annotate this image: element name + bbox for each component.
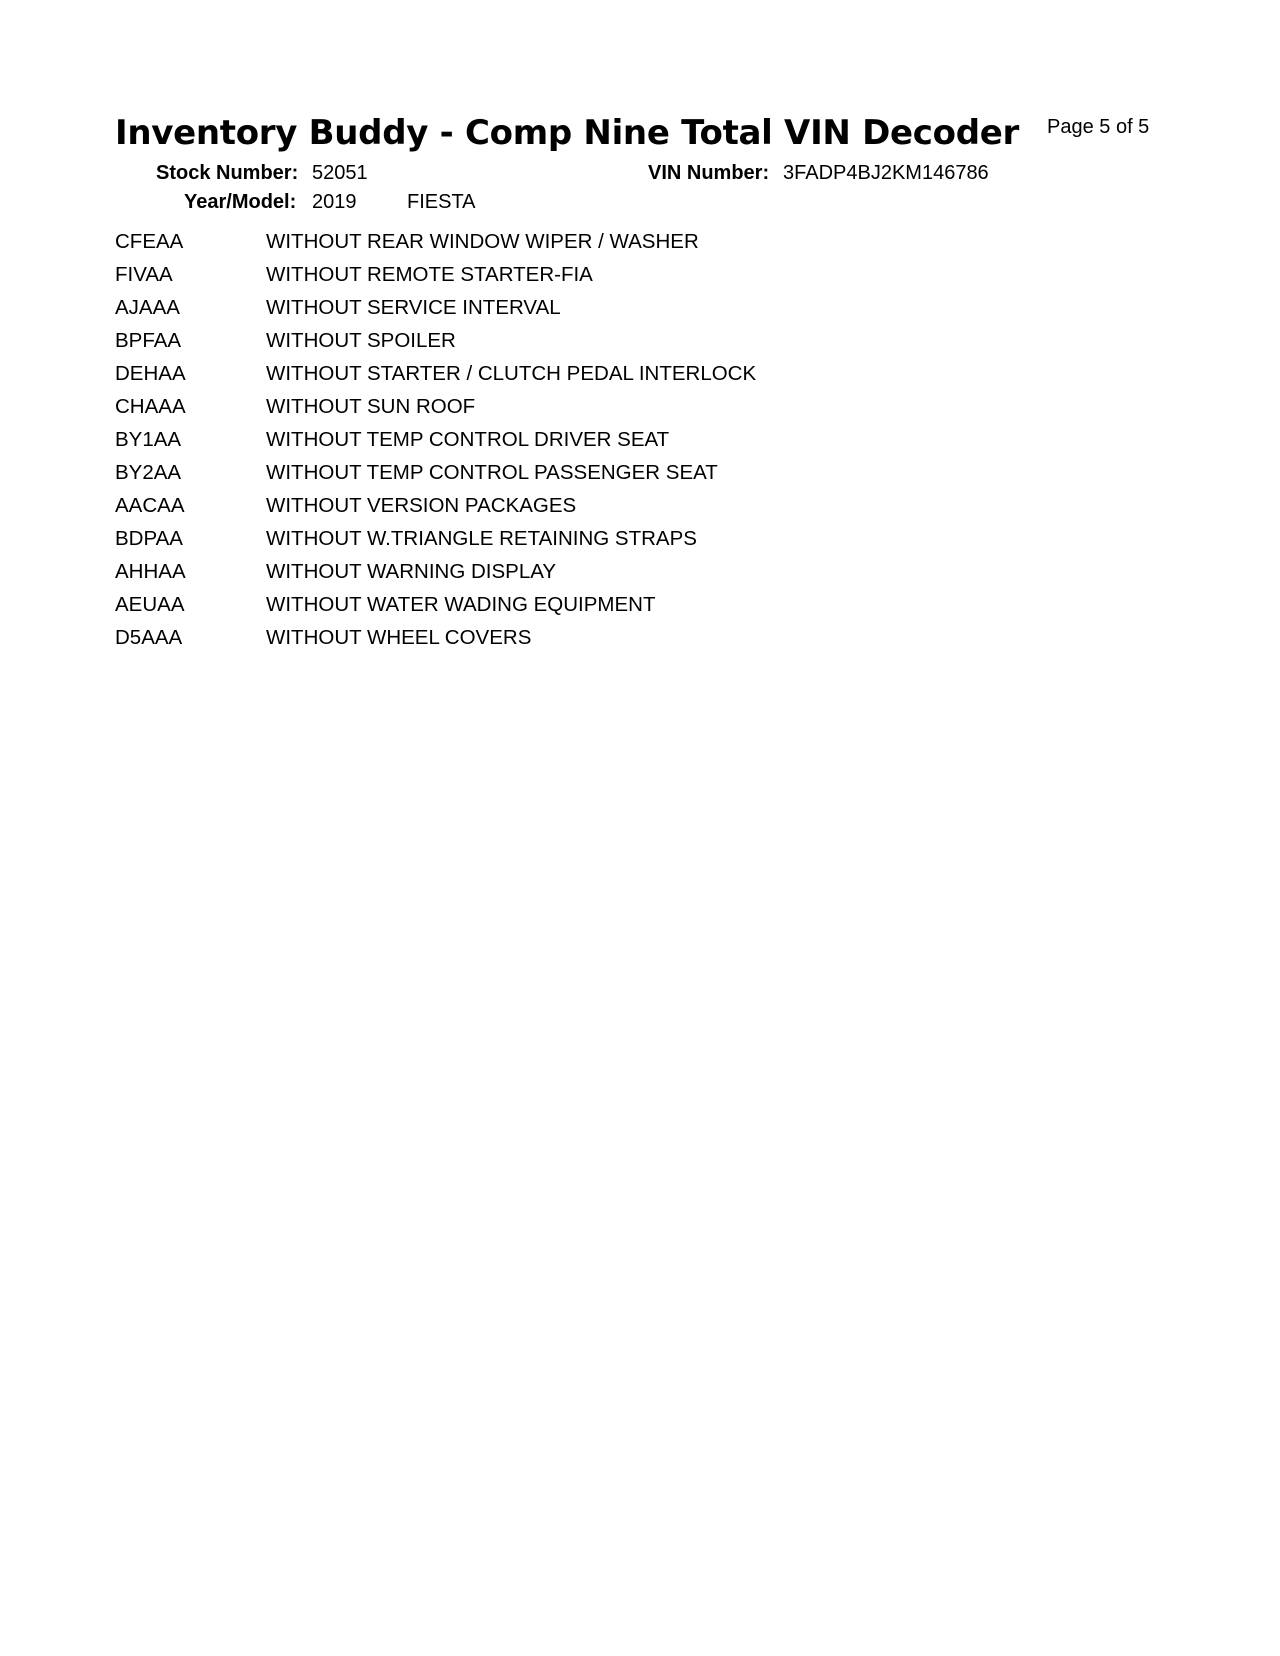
option-code: DEHAA	[115, 362, 186, 385]
option-description: WITHOUT WHEEL COVERS	[266, 626, 532, 649]
option-description: WITHOUT SPOILER	[266, 329, 456, 352]
option-code: AHHAA	[115, 560, 186, 583]
option-code: FIVAA	[115, 263, 173, 286]
option-description: WITHOUT W.TRIANGLE RETAINING STRAPS	[266, 527, 697, 550]
page-number: Page 5 of 5	[1047, 116, 1150, 138]
option-code: BY1AA	[115, 428, 182, 451]
option-description: WITHOUT SUN ROOF	[266, 395, 476, 418]
option-description: WITHOUT TEMP CONTROL PASSENGER SEAT	[266, 461, 718, 484]
option-code: AEUAA	[115, 593, 185, 616]
option-description: WITHOUT STARTER / CLUTCH PEDAL INTERLOCK	[266, 362, 757, 385]
option-description: WITHOUT WATER WADING EQUIPMENT	[266, 593, 656, 616]
stock-number-label: Stock Number:	[156, 162, 299, 184]
option-description: WITHOUT SERVICE INTERVAL	[266, 296, 561, 319]
stock-number-value: 52051	[312, 162, 368, 184]
option-description: WITHOUT WARNING DISPLAY	[266, 560, 557, 583]
year-model-label: Year/Model:	[184, 191, 297, 213]
vin-number-value: 3FADP4BJ2KM146786	[783, 162, 989, 184]
option-description: WITHOUT REMOTE STARTER-FIA	[266, 263, 593, 286]
option-description: WITHOUT TEMP CONTROL DRIVER SEAT	[266, 428, 670, 451]
option-code: CFEAA	[115, 230, 184, 253]
option-description: WITHOUT REAR WINDOW WIPER / WASHER	[266, 230, 699, 253]
option-code: BY2AA	[115, 461, 182, 484]
option-code: CHAAA	[115, 395, 186, 418]
model-name-value: FIESTA	[407, 191, 476, 213]
option-code: D5AAA	[115, 626, 183, 649]
option-code: BPFAA	[115, 329, 182, 352]
option-code: AACAA	[115, 494, 185, 517]
option-code: AJAAA	[115, 296, 180, 319]
option-code: BDPAA	[115, 527, 183, 550]
option-description: WITHOUT VERSION PACKAGES	[266, 494, 577, 517]
vin-number-label: VIN Number:	[648, 162, 770, 184]
model-year-value: 2019	[312, 191, 357, 213]
report-title: Inventory Buddy - Comp Nine Total VIN Decoder	[115, 113, 1019, 153]
